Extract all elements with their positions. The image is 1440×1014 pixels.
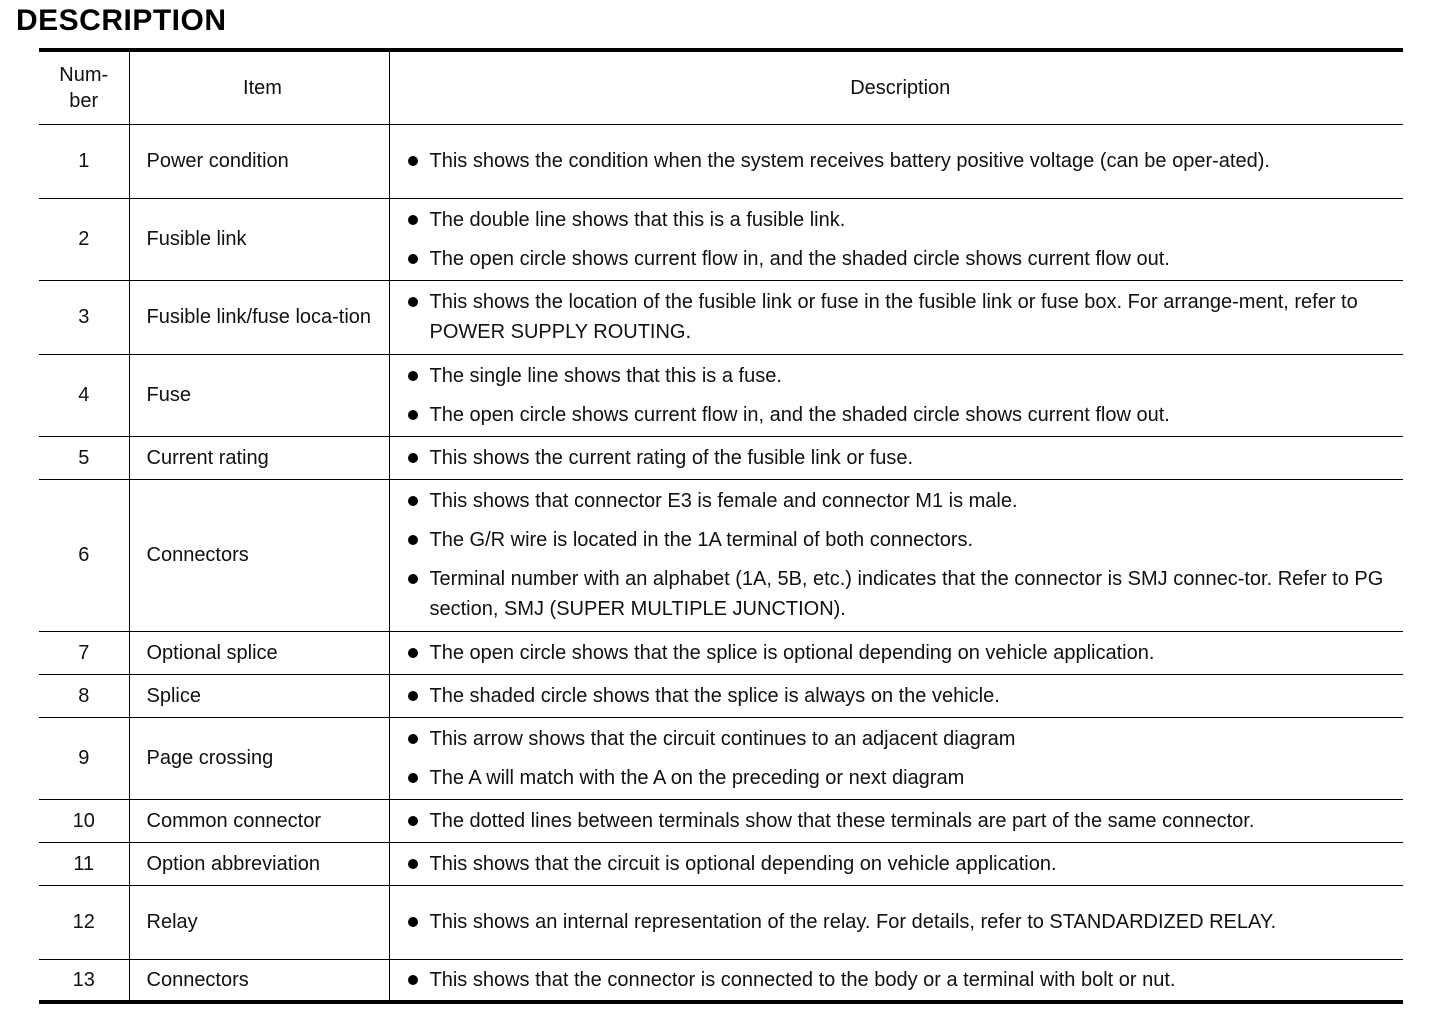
row-description bbox=[389, 674, 1403, 717]
header-item: Item bbox=[129, 50, 389, 124]
row-number: 5 bbox=[39, 436, 129, 479]
page-title: DESCRIPTION bbox=[16, 4, 227, 37]
description-bullet: The A will match with the A on the preceding or next diagram bbox=[406, 763, 1396, 793]
row-item: Connectors bbox=[129, 959, 389, 1002]
description-bullet: This shows the location of the fusible link or fuse in the fusible link or fuse box. For arrange-ment, refer to POWER SUPPLY ROUTING. bbox=[406, 287, 1396, 347]
row-description bbox=[389, 842, 1403, 885]
row-number: 4 bbox=[39, 354, 129, 436]
table-row bbox=[39, 717, 1403, 799]
table-row bbox=[39, 354, 1403, 436]
row-item: Connectors bbox=[129, 479, 389, 631]
table-row bbox=[39, 479, 1403, 631]
row-description bbox=[389, 124, 1403, 198]
row-number: 2 bbox=[39, 198, 129, 280]
description-bullet: This arrow shows that the circuit continues to an adjacent diagram bbox=[406, 724, 1396, 754]
description-table bbox=[39, 48, 1403, 1004]
description-bullet: This shows the current rating of the fusible link or fuse. bbox=[406, 443, 1396, 473]
description-list bbox=[406, 806, 1396, 836]
description-bullet: The double line shows that this is a fusible link. bbox=[406, 205, 1396, 235]
description-list bbox=[406, 205, 1396, 274]
row-number: 10 bbox=[39, 799, 129, 842]
row-item: Option abbreviation bbox=[129, 842, 389, 885]
row-number: 3 bbox=[39, 280, 129, 354]
table-row bbox=[39, 631, 1403, 674]
description-list bbox=[406, 965, 1396, 995]
table-row bbox=[39, 198, 1403, 280]
description-bullet: The dotted lines between terminals show that these terminals are part of the same connector. bbox=[406, 806, 1396, 836]
row-number: 11 bbox=[39, 842, 129, 885]
description-bullet: The G/R wire is located in the 1A terminal of both connectors. bbox=[406, 525, 1396, 555]
row-description bbox=[389, 280, 1403, 354]
row-number: 12 bbox=[39, 885, 129, 959]
description-bullet: This shows that the connector is connected to the body or a terminal with bolt or nut. bbox=[406, 965, 1396, 995]
description-list bbox=[406, 907, 1396, 937]
table-row bbox=[39, 436, 1403, 479]
description-list bbox=[406, 724, 1396, 793]
row-item: Common connector bbox=[129, 799, 389, 842]
row-number: 9 bbox=[39, 717, 129, 799]
description-list bbox=[406, 681, 1396, 711]
table-row bbox=[39, 885, 1403, 959]
table-row bbox=[39, 280, 1403, 354]
row-description bbox=[389, 717, 1403, 799]
description-bullet: This shows that the circuit is optional depending on vehicle application. bbox=[406, 849, 1396, 879]
row-number: 8 bbox=[39, 674, 129, 717]
description-bullet: This shows the condition when the system receives battery positive voltage (can be oper-ated). bbox=[406, 146, 1396, 176]
row-item: Fuse bbox=[129, 354, 389, 436]
row-description bbox=[389, 479, 1403, 631]
description-list bbox=[406, 146, 1396, 176]
row-item: Page crossing bbox=[129, 717, 389, 799]
row-number: 1 bbox=[39, 124, 129, 198]
description-bullet: The open circle shows current flow in, and the shaded circle shows current flow out. bbox=[406, 400, 1396, 430]
header-number: Num- ber bbox=[39, 50, 129, 124]
row-item: Relay bbox=[129, 885, 389, 959]
description-bullet: The shaded circle shows that the splice is always on the vehicle. bbox=[406, 681, 1396, 711]
row-description bbox=[389, 959, 1403, 1002]
row-description bbox=[389, 885, 1403, 959]
table-header-row bbox=[39, 50, 1403, 124]
row-item: Power condition bbox=[129, 124, 389, 198]
table-row bbox=[39, 959, 1403, 1002]
table-body bbox=[39, 124, 1403, 1002]
description-bullet: This shows an internal representation of the relay. For details, refer to STANDARDIZED RELAY. bbox=[406, 907, 1396, 937]
row-item: Splice bbox=[129, 674, 389, 717]
description-bullet: The single line shows that this is a fuse. bbox=[406, 361, 1396, 391]
row-item: Optional splice bbox=[129, 631, 389, 674]
row-description bbox=[389, 436, 1403, 479]
row-item: Fusible link/fuse loca-tion bbox=[129, 280, 389, 354]
description-list bbox=[406, 638, 1396, 668]
description-list bbox=[406, 486, 1396, 624]
description-bullet: The open circle shows that the splice is optional depending on vehicle application. bbox=[406, 638, 1396, 668]
description-list bbox=[406, 849, 1396, 879]
row-item: Fusible link bbox=[129, 198, 389, 280]
table-row bbox=[39, 674, 1403, 717]
row-description bbox=[389, 631, 1403, 674]
table-row bbox=[39, 124, 1403, 198]
table-row bbox=[39, 799, 1403, 842]
header-description: Description bbox=[389, 50, 1403, 124]
row-number: 7 bbox=[39, 631, 129, 674]
row-number: 6 bbox=[39, 479, 129, 631]
row-item: Current rating bbox=[129, 436, 389, 479]
description-list bbox=[406, 287, 1396, 347]
row-description bbox=[389, 799, 1403, 842]
table-row bbox=[39, 842, 1403, 885]
description-bullet: The open circle shows current flow in, and the shaded circle shows current flow out. bbox=[406, 244, 1396, 274]
description-bullet: Terminal number with an alphabet (1A, 5B, etc.) indicates that the connector is SMJ connec-tor. Refer to PG section, SMJ (SUPER MULTIPLE JUNCTION). bbox=[406, 564, 1396, 624]
description-list bbox=[406, 443, 1396, 473]
description-bullet: This shows that connector E3 is female and connector M1 is male. bbox=[406, 486, 1396, 516]
description-list bbox=[406, 361, 1396, 430]
row-description bbox=[389, 198, 1403, 280]
row-number: 13 bbox=[39, 959, 129, 1002]
row-description bbox=[389, 354, 1403, 436]
